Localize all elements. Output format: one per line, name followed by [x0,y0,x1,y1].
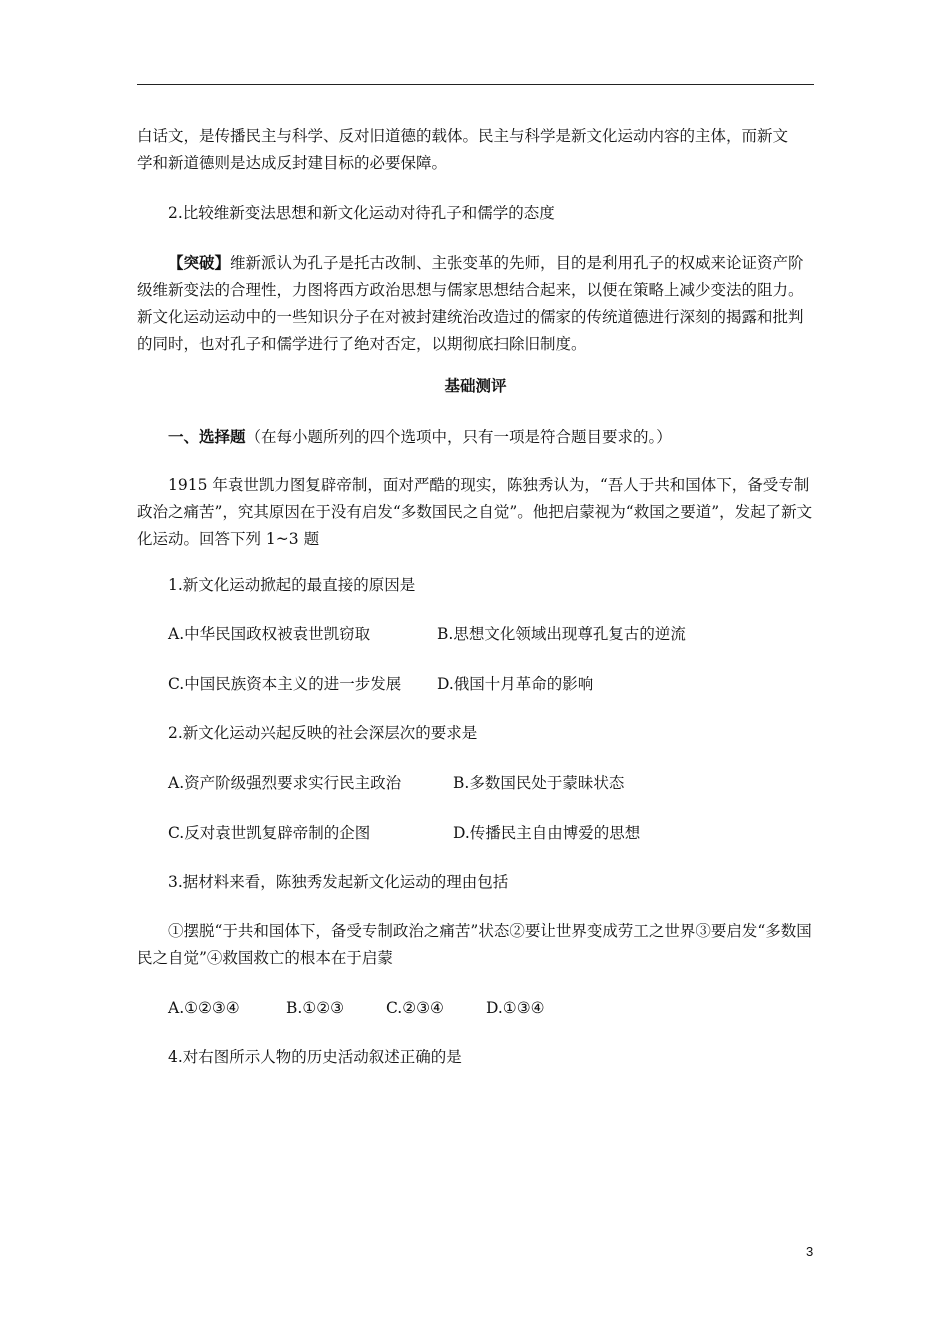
question-1-stem: 1.新文化运动掀起的最直接的原因是 [168,576,416,594]
question-2-option-a: A.资产阶级强烈要求实行民主政治 [168,774,402,792]
choice-heading-bold: 一、选择题 [168,427,246,446]
continued-paragraph [137,123,817,177]
question-3-statements: ①摆脱“于共和国体下，备受专制政治之痛苦”状态②要让世界变成劳工之世界③要启发“多数国民之自觉”④救国救亡的根本在于启蒙 [137,922,812,967]
question-3-option-c: C.②③④ [386,999,444,1017]
choice-heading [137,423,817,451]
question-3-option-a: A.①②③④ [168,999,240,1017]
question-1-option-b: B.思想文化领域出现尊孔复古的逆流 [437,625,686,643]
question-1-option-d: D.俄国十月革命的影响 [437,675,594,693]
question-3-stem: 3.据材料来看，陈独秀发起新文化运动的理由包括 [168,873,509,891]
question-3-option-b: B.①②③ [286,999,345,1017]
question-1-option-a: A.中华民国政权被袁世凯窃取 [168,625,371,643]
question-1-option-c: C.中国民族资本主义的进一步发展 [168,675,402,693]
material-paragraph: 1915 年袁世凯力图复辟帝制，面对严酷的现实，陈独秀认为，“吾人于共和国体下，备受专制政治之痛苦”，究其原因在于没有启发“多数国民之自觉”。他把启蒙视为“救国之要道”，发起了新文化运动。回答下列 1~3 题 [137,476,813,548]
continued-paragraph-line-2: 学和新道德则是达成反封建目标的必要保障。 [137,154,448,172]
choice-heading-note: （在每小题所列的四个选项中，只有一项是符合题目要求的。） [245,428,672,446]
breakthrough-label: 【突破】 [168,253,231,272]
header-rule [137,84,814,85]
question-2-option-b: B.多数国民处于蒙昧状态 [453,774,625,792]
question-2-option-c: C.反对袁世凯复辟帝制的企图 [168,824,371,842]
page-number: 3 [806,1244,814,1259]
question-2-option-d: D.传播民主自由博爱的思想 [453,824,641,842]
question-2-stem: 2.新文化运动兴起反映的社会深层次的要求是 [168,724,478,742]
breakthrough-paragraph [137,249,817,358]
question-4-stem: 4.对右图所示人物的历史活动叙述正确的是 [168,1048,462,1066]
question-2-heading: 2.比较维新变法思想和新文化运动对待孔子和儒学的态度 [168,204,555,222]
continued-paragraph-line-1: 白话文，是传播民主与科学、反对旧道德的载体。民主与科学是新文化运动内容的主体，而新文 [137,127,789,145]
section-title: 基础测评 [444,376,507,395]
breakthrough-text: 维新派认为孔子是托古改制、主张变革的先师，目的是利用孔子的权威来论证资产阶级维新变法的合理性，力图将西方政治思想与儒家思想结合起来，以便在策略上减少变法的阻力。新文化运动运动中的一些知识分子在对被封建统治改造过的儒家的传统道德进行深刻的揭露和批判的同时，也对孔子和儒学进行了绝对否定，以期彻底扫除旧制度。 [137,254,804,353]
question-3-option-d: D.①③④ [486,999,545,1017]
